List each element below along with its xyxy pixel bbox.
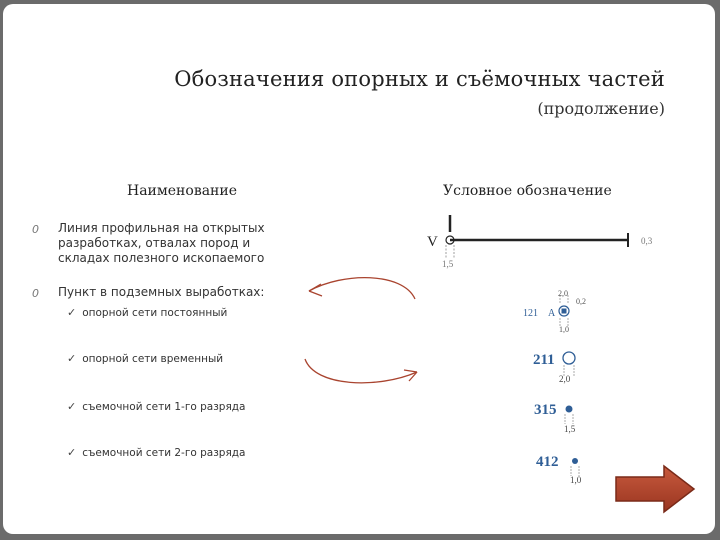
- sub-item-text: съемочной сети 2-го разряда: [82, 447, 246, 459]
- slide: [3, 4, 715, 534]
- sub-item-text: съемочной сети 1-го разряда: [82, 401, 246, 413]
- symbol-bottom-value: 1,5: [442, 259, 454, 269]
- list-item-text: Линия профильная на открытых разработках, отвалах пород и складах полезного ископаемого: [58, 221, 265, 265]
- column-header-symbol: Условное обозначение: [443, 183, 612, 199]
- slide-subtitle: (продолжение): [537, 99, 665, 118]
- next-slide-button[interactable]: [612, 463, 698, 515]
- symbol-bottom-value: 1,0: [559, 325, 569, 334]
- checkmark-icon: ✓: [67, 446, 77, 459]
- symbol-bottom-value: 1,5: [564, 424, 576, 434]
- right-arrow-icon: [612, 463, 698, 515]
- symbol-survey-point-2: [3, 4, 715, 534]
- symbol-number: 121: [523, 308, 538, 319]
- slide-title: Обозначения опорных и съёмочных частей: [174, 67, 665, 91]
- bullet-marker: 0: [32, 223, 39, 236]
- checkmark-icon: ✓: [67, 306, 77, 319]
- symbol-right-value: 0,2: [576, 297, 586, 306]
- checkmark-icon: ✓: [67, 352, 77, 365]
- list-item-text: Пункт в подземных выработках:: [58, 285, 265, 299]
- symbol-right-value: 0,3: [641, 236, 653, 246]
- symbol-roman-label: V: [427, 234, 438, 250]
- symbol-letter: A: [548, 308, 556, 319]
- bullet-marker: 0: [32, 287, 39, 300]
- symbol-bottom-value: 1,0: [570, 475, 582, 485]
- sub-item-text: опорной сети временный: [82, 353, 224, 365]
- symbol-number: 412: [536, 454, 559, 470]
- symbol-number: 315: [534, 402, 557, 418]
- symbol-number: 211: [533, 352, 555, 368]
- symbol-bottom-value: 2,0: [559, 374, 571, 384]
- symbol-top-value: 2,0: [558, 289, 568, 298]
- checkmark-icon: ✓: [67, 400, 77, 413]
- sub-item-text: опорной сети постоянный: [82, 307, 228, 319]
- column-header-name: Наименование: [127, 183, 237, 199]
